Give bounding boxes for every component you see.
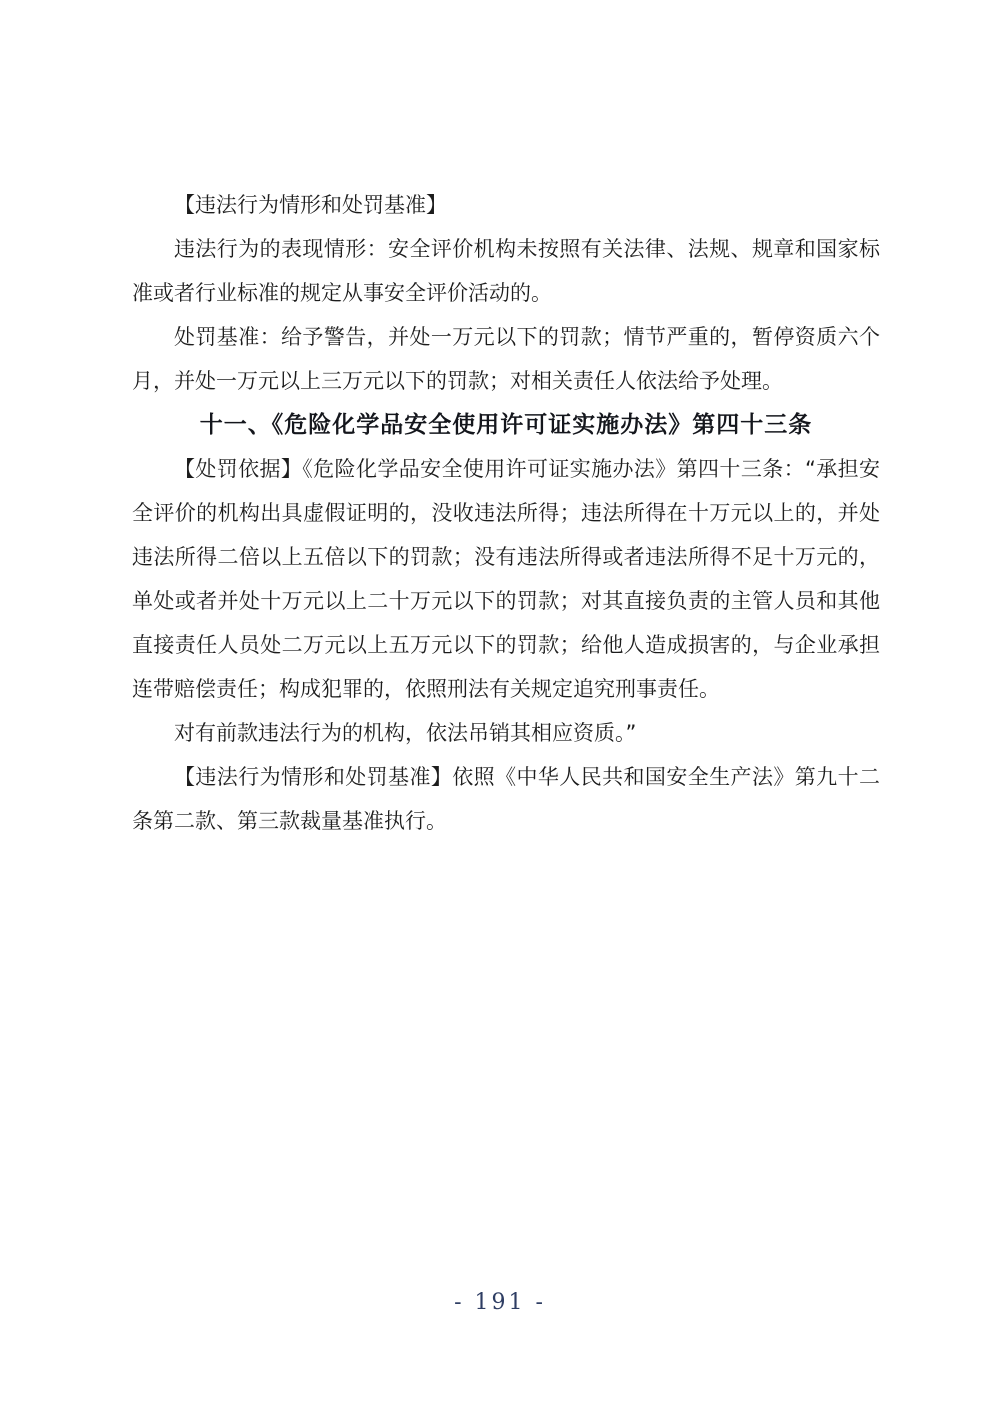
paragraph-revoke-qualification: 对有前款违法行为的机构，依法吊销其相应资质。”	[174, 721, 637, 745]
paragraph-violation-penalty-header: 【违法行为情形和处罚基准】	[174, 193, 447, 217]
paragraph-enforcement-reference: 【违法行为情形和处罚基准】依照《中华人民共和国安全生产法》第九十二条第二款、第三款裁量基准执行。	[132, 765, 880, 833]
paragraph-penalty-standard: 处罚基准：给予警告，并处一万元以下的罚款；情节严重的，暂停资质六个月，并处一万元以上三万元以下的罚款；对相关责任人依法给予处理。	[132, 325, 880, 393]
paragraph-violation-description: 违法行为的表现情形：安全评价机构未按照有关法律、法规、规章和国家标准或者行业标准的规定从事安全评价活动的。	[132, 237, 880, 305]
paragraph-penalty-basis-article-43: 【处罚依据】《危险化学品安全使用许可证实施办法》第四十三条：“承担安全评价的机构出具虚假证明的，没收违法所得；违法所得在十万元以上的，并处违法所得二倍以上五倍以下的罚款；没有违法所得或者违法所得不足十万元的，单处或者并处十万元以上二十万元以下的罚款；对其直接负责的主管人员和其他直接责任人员处二万元以上五万元以下的罚款；给他人造成损害的，与企业承担连带赔偿责任；构成犯罪的，依照刑法有关规定追究刑事责任。	[132, 457, 880, 701]
document-body	[132, 183, 880, 843]
section-heading-item-11: 十一、《危险化学品安全使用许可证实施办法》第四十三条	[199, 412, 813, 438]
page-number: - 191 -	[454, 1290, 546, 1315]
page-footer	[0, 1290, 1000, 1315]
